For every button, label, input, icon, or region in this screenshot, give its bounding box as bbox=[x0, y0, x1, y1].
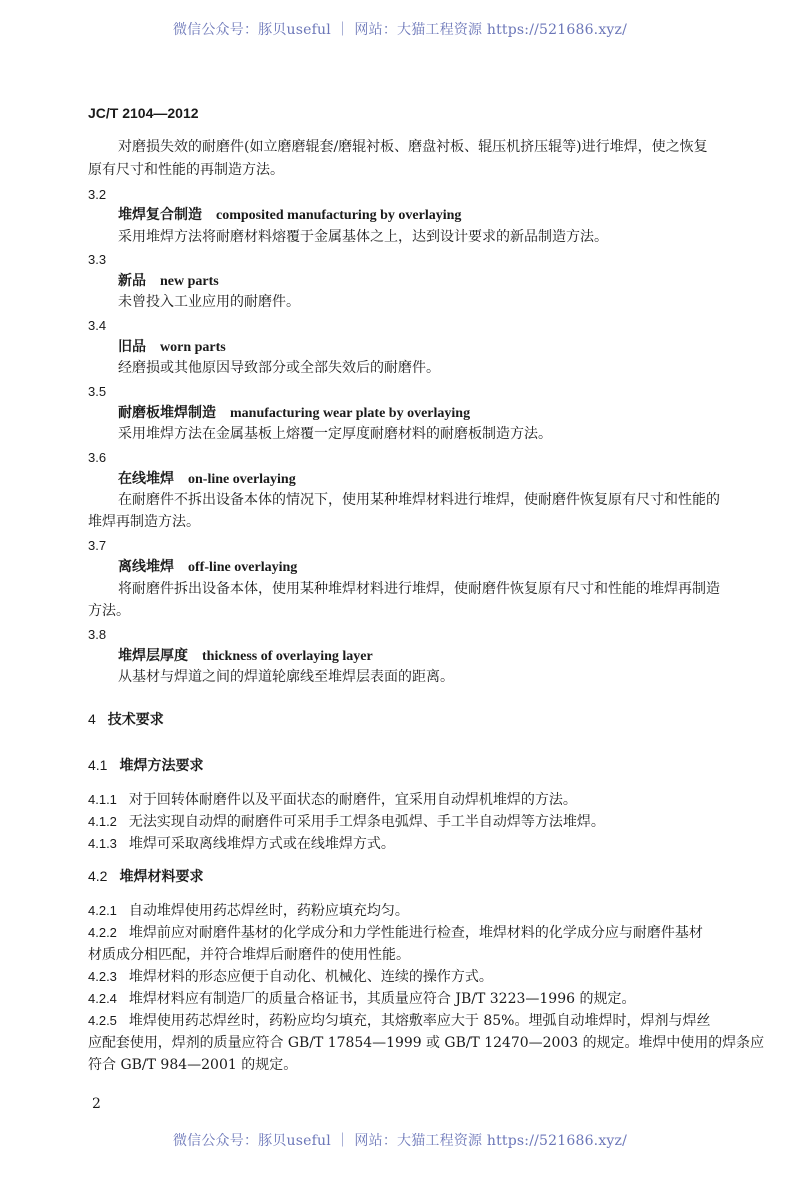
clause-4-2-1-text: 自动堆焊使用药芯焊丝时，药粉应填充均匀。 bbox=[128, 903, 409, 919]
clause-4-1-3-text: 堆焊可采取离线堆焊方式或在线堆焊方式。 bbox=[128, 836, 395, 852]
term-3-3-number: 3.3 bbox=[88, 252, 107, 267]
term-3-2-number: 3.2 bbox=[88, 187, 107, 202]
term-3-3-zh: 新品 bbox=[118, 273, 146, 289]
clause-4-2-4-text: 堆焊材料应有制造厂的质量合格证书，其质量应符合 JB/T 3223—1996 的规定。 bbox=[128, 991, 636, 1007]
term-3-4-title bbox=[118, 337, 226, 358]
clause-4-2-4 bbox=[88, 989, 635, 1009]
term-3-6-definition-line-1: 在耐磨件不拆出设备本体的情况下，使用某种堆焊材料进行堆焊，使耐磨件恢复原有尺寸和性能的 bbox=[118, 492, 720, 508]
term-3-1-definition-line-2: 原有尺寸和性能的再制造方法。 bbox=[88, 162, 284, 178]
term-3-5-definition: 采用堆焊方法在金属基板上熔覆一定厚度耐磨材料的耐磨板制造方法。 bbox=[118, 426, 552, 442]
clause-4-2-3-number: 4.2.3 bbox=[88, 969, 117, 984]
term-3-5-number: 3.5 bbox=[88, 384, 107, 399]
section-4-text: 技术要求 bbox=[107, 712, 164, 728]
term-3-7-definition-line-1: 将耐磨件拆出设备本体，使用某种堆焊材料进行堆焊，使耐磨件恢复原有尺寸和性能的堆焊再制造 bbox=[118, 581, 720, 597]
term-3-8-definition: 从基材与焊道之间的焊道轮廓线至堆焊层表面的距离。 bbox=[118, 669, 454, 685]
term-3-4-number: 3.4 bbox=[88, 318, 107, 333]
term-3-7-definition-line-2: 方法。 bbox=[88, 603, 130, 619]
section-4-number: 4 bbox=[88, 711, 96, 727]
watermark-top: 微信公众号：豚贝useful ｜ 网站：大猫工程资源 https://521686.xyz/ bbox=[172, 22, 628, 38]
term-3-4-en: worn parts bbox=[160, 340, 226, 355]
term-3-7-title bbox=[118, 557, 297, 578]
section-4-2-heading bbox=[88, 866, 203, 887]
clause-4-2-5-number: 4.2.5 bbox=[88, 1013, 117, 1028]
term-3-3-definition: 未曾投入工业应用的耐磨件。 bbox=[118, 294, 300, 310]
clause-4-1-2 bbox=[88, 812, 605, 832]
term-3-8-zh: 堆焊层厚度 bbox=[118, 648, 188, 664]
term-3-1-definition-line-1: 对磨损失效的耐磨件(如立磨磨辊套/磨辊衬板、磨盘衬板、辊压机挤压辊等)进行堆焊，使之恢复 bbox=[118, 139, 708, 155]
page-number: 2 bbox=[92, 1096, 101, 1112]
section-4-2-text: 堆焊材料要求 bbox=[119, 869, 204, 885]
clause-4-1-1 bbox=[88, 790, 577, 810]
term-3-8-en: thickness of overlaying layer bbox=[202, 649, 373, 664]
term-3-5-zh: 耐磨板堆焊制造 bbox=[118, 405, 216, 421]
clause-4-2-3 bbox=[88, 967, 493, 987]
clause-4-1-3-number: 4.1.3 bbox=[88, 836, 117, 851]
term-3-8-number: 3.8 bbox=[88, 627, 107, 642]
clause-4-2-1-number: 4.2.1 bbox=[88, 903, 117, 918]
term-3-6-en: on-line overlaying bbox=[188, 472, 296, 487]
standard-code: JC/T 2104—2012 bbox=[88, 105, 199, 121]
term-3-8-title bbox=[118, 646, 373, 667]
clause-4-2-5-continuation-1: 应配套使用，焊剂的质量应符合 GB/T 17854—1999 或 GB/T 12470—2003 的规定。堆焊中使用的焊条应 bbox=[88, 1035, 765, 1051]
term-3-6-definition-line-2: 堆焊再制造方法。 bbox=[88, 514, 200, 530]
watermark-bottom: 微信公众号：豚贝useful ｜ 网站：大猫工程资源 https://521686.xyz/ bbox=[172, 1133, 628, 1149]
clause-4-1-2-text: 无法实现自动焊的耐磨件可采用手工焊条电弧焊、手工半自动焊等方法堆焊。 bbox=[128, 814, 605, 830]
clause-4-2-2 bbox=[88, 923, 703, 943]
section-4-title bbox=[88, 709, 164, 730]
term-3-3-en: new parts bbox=[160, 274, 219, 289]
term-3-6-title bbox=[118, 469, 296, 490]
clause-4-2-2-number: 4.2.2 bbox=[88, 925, 117, 940]
term-3-7-zh: 离线堆焊 bbox=[118, 559, 174, 575]
clause-4-2-1 bbox=[88, 901, 409, 921]
term-3-6-zh: 在线堆焊 bbox=[118, 471, 174, 487]
term-3-4-definition: 经磨损或其他原因导致部分或全部失效后的耐磨件。 bbox=[118, 360, 440, 376]
section-4-1-number: 4.1 bbox=[88, 757, 108, 773]
term-3-2-title bbox=[118, 205, 461, 226]
term-3-5-en: manufacturing wear plate by overlaying bbox=[230, 406, 471, 421]
term-3-5-title bbox=[118, 403, 470, 424]
clause-4-2-4-number: 4.2.4 bbox=[88, 991, 117, 1006]
clause-4-2-2-text: 堆焊前应对耐磨件基材的化学成分和力学性能进行检查，堆焊材料的化学成分应与耐磨件基材 bbox=[128, 925, 703, 941]
clause-4-1-2-number: 4.1.2 bbox=[88, 814, 117, 829]
clause-4-1-1-text: 对于回转体耐磨件以及平面状态的耐磨件，宜采用自动焊机堆焊的方法。 bbox=[128, 792, 577, 808]
term-3-3-title bbox=[118, 271, 219, 292]
term-3-7-number: 3.7 bbox=[88, 538, 107, 553]
clause-4-1-3 bbox=[88, 834, 395, 854]
term-3-6-number: 3.6 bbox=[88, 450, 107, 465]
section-4-2-number: 4.2 bbox=[88, 868, 108, 884]
clause-4-2-5-text: 堆焊使用药芯焊丝时，药粉应均匀填充，其熔敷率应大于 85%。埋弧自动堆焊时，焊剂与焊丝 bbox=[128, 1013, 711, 1029]
term-3-2-en: composited manufacturing by overlaying bbox=[216, 208, 462, 223]
clause-4-2-5 bbox=[88, 1011, 711, 1031]
clause-4-2-5-continuation-2: 符合 GB/T 984—2001 的规定。 bbox=[88, 1057, 298, 1073]
term-3-7-en: off-line overlaying bbox=[188, 560, 298, 575]
term-3-2-zh: 堆焊复合制造 bbox=[118, 207, 202, 223]
section-4-1-text: 堆焊方法要求 bbox=[119, 758, 204, 774]
term-3-4-zh: 旧品 bbox=[118, 339, 146, 355]
section-4-1-heading bbox=[88, 755, 203, 776]
clause-4-2-2-continuation: 材质成分相匹配，并符合堆焊后耐磨件的使用性能。 bbox=[88, 947, 410, 963]
clause-4-2-3-text: 堆焊材料的形态应便于自动化、机械化、连续的操作方式。 bbox=[128, 969, 493, 985]
term-3-2-definition: 采用堆焊方法将耐磨材料熔覆于金属基体之上，达到设计要求的新品制造方法。 bbox=[118, 229, 608, 245]
clause-4-1-1-number: 4.1.1 bbox=[88, 792, 117, 807]
